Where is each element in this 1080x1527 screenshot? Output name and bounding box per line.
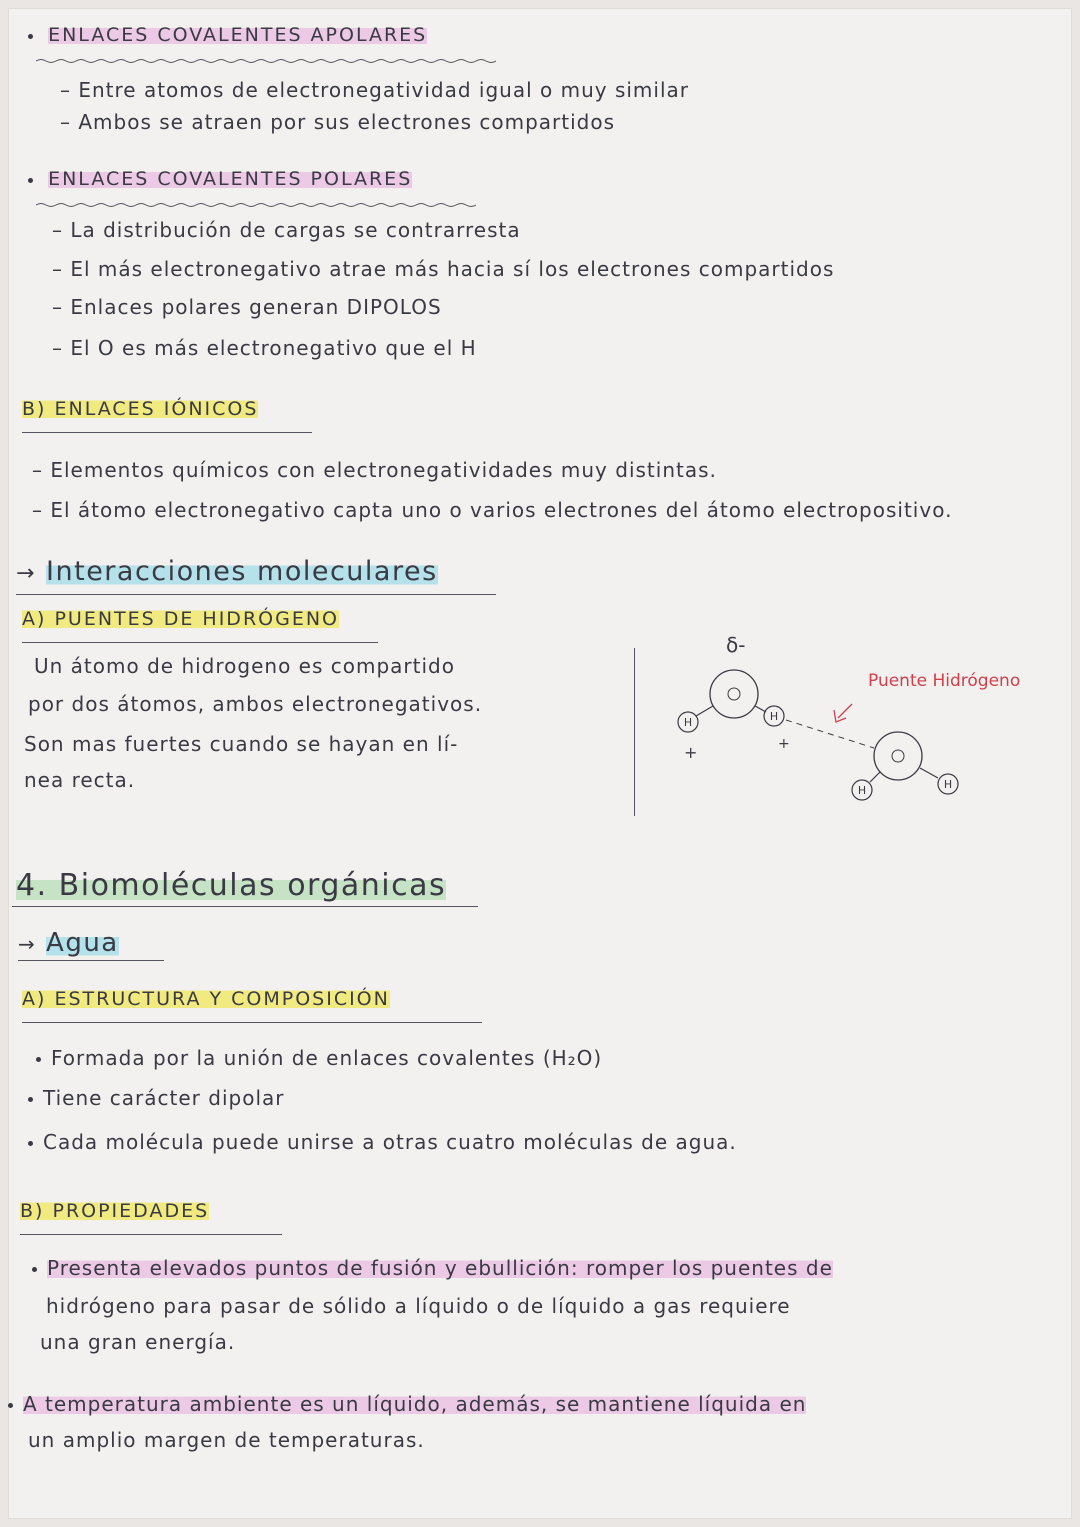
delta-minus-label: δ- xyxy=(726,633,746,657)
heading-agua: → Agua xyxy=(18,928,119,958)
heading-apolares-text: ENLACES COVALENTES APOLARES xyxy=(48,24,428,46)
heading-puentes xyxy=(22,608,339,630)
estructura-item-2: Tiene carácter dipolar xyxy=(28,1086,284,1110)
polares-item-3: – Enlaces polares generan DIPOLOS xyxy=(52,295,442,319)
propiedades-p2-line-1: A temperatura ambiente es un líquido, además, se mantiene líquida en xyxy=(8,1392,806,1416)
heading-ionicos xyxy=(22,398,258,420)
oxygen-atom-core xyxy=(892,750,904,762)
polares-item-4: – El O es más electronegativo que el H xyxy=(52,336,477,360)
bullet-dot xyxy=(8,1403,13,1408)
propiedades-p1-line-3: una gran energía. xyxy=(40,1330,236,1354)
oxygen-atom-core xyxy=(728,688,740,700)
oxygen-atom xyxy=(710,670,758,718)
heading-estructura-text: A) ESTRUCTURA Y COMPOSICIÓN xyxy=(22,988,390,1010)
puentes-text-line-2: por dos átomos, ambos electronegativos. xyxy=(28,692,483,716)
hydrogen-bond-dashed-line xyxy=(786,720,874,748)
divider-line xyxy=(634,648,635,816)
puentes-text-line-1: Un átomo de hidrogeno es compartido xyxy=(34,654,455,678)
wavy-underline xyxy=(36,202,476,208)
annotation-arrow-icon xyxy=(838,704,852,718)
heading-ionicos-text: B) ENLACES IÓNICOS xyxy=(22,398,259,420)
bond-line xyxy=(870,772,880,782)
heading-estructura xyxy=(22,988,390,1010)
bullet-dot xyxy=(32,1267,37,1272)
ionicos-item-2: – El átomo electronegativo capta uno o varios electrones del átomo electropositivo. xyxy=(32,498,953,522)
bullet-dot xyxy=(28,34,33,39)
heading-propiedades xyxy=(20,1200,209,1222)
hydrogen-label: H xyxy=(943,778,953,791)
polares-item-2: – El más electronegativo atrae más hacia sí los electrones compartidos xyxy=(52,257,835,281)
oxygen-atom xyxy=(874,732,922,780)
estructura-item-1: Formada por la unión de enlaces covalentes (H₂O) xyxy=(36,1046,602,1070)
heading-polares xyxy=(28,168,412,190)
arrow-right-icon: → xyxy=(18,932,37,956)
bullet-dot xyxy=(28,178,33,183)
propiedades-p2-line-2: un amplio margen de temperaturas. xyxy=(28,1428,425,1452)
heading-polares-text: ENLACES COVALENTES POLARES xyxy=(48,168,413,190)
bullet-dot xyxy=(28,1097,33,1102)
propiedades-p1-line-2: hidrógeno para pasar de sólido a líquido o de líquido a gas requiere xyxy=(46,1294,791,1318)
plus-label: + xyxy=(778,736,790,752)
underline xyxy=(22,432,312,433)
arrow-right-icon: → xyxy=(16,561,36,586)
bond-line xyxy=(696,706,713,716)
underline xyxy=(12,906,478,907)
apolares-item-1: – Entre atomos de electronegatividad igual o muy similar xyxy=(60,78,689,102)
bullet-dot xyxy=(28,1141,33,1146)
bridge-label: Puente Hidrógeno xyxy=(868,671,1021,691)
plus-label: + xyxy=(684,743,698,762)
heading-apolares xyxy=(28,24,427,46)
heading-biomoleculas: 4. Biomoléculas orgánicas xyxy=(16,868,447,903)
underline xyxy=(20,1234,282,1235)
apolares-item-2: – Ambos se atraen por sus electrones compartidos xyxy=(60,110,616,134)
hydrogen-bond-diagram xyxy=(648,618,1068,818)
bond-line xyxy=(755,706,766,712)
propiedades-p1-line-1: Presenta elevados puntos de fusión y ebullición: romper los puentes de xyxy=(32,1256,833,1280)
notebook-page xyxy=(8,8,1072,1519)
hydrogen-label: H xyxy=(769,710,779,723)
estructura-item-3: Cada molécula puede unirse a otras cuatro moléculas de agua. xyxy=(28,1130,737,1154)
bond-line xyxy=(920,768,938,778)
underline xyxy=(22,642,378,643)
puentes-text-line-3: Son mas fuertes cuando se hayan en lí- xyxy=(24,732,459,756)
underline xyxy=(16,594,496,595)
wavy-underline xyxy=(36,58,496,64)
heading-interacciones: → Interacciones moleculares xyxy=(16,556,438,587)
heading-propiedades-text: B) PROPIEDADES xyxy=(20,1200,210,1222)
underline xyxy=(18,960,164,961)
polares-item-1: – La distribución de cargas se contrarresta xyxy=(52,218,521,242)
hydrogen-label: H xyxy=(857,784,867,797)
hydrogen-label: H xyxy=(683,716,693,729)
underline xyxy=(22,1022,482,1023)
bullet-dot xyxy=(36,1057,41,1062)
ionicos-item-1: – Elementos químicos con electronegatividades muy distintas. xyxy=(32,458,717,482)
heading-puentes-text: A) PUENTES DE HIDRÓGENO xyxy=(22,608,339,630)
puentes-text-line-4: nea recta. xyxy=(24,768,136,792)
